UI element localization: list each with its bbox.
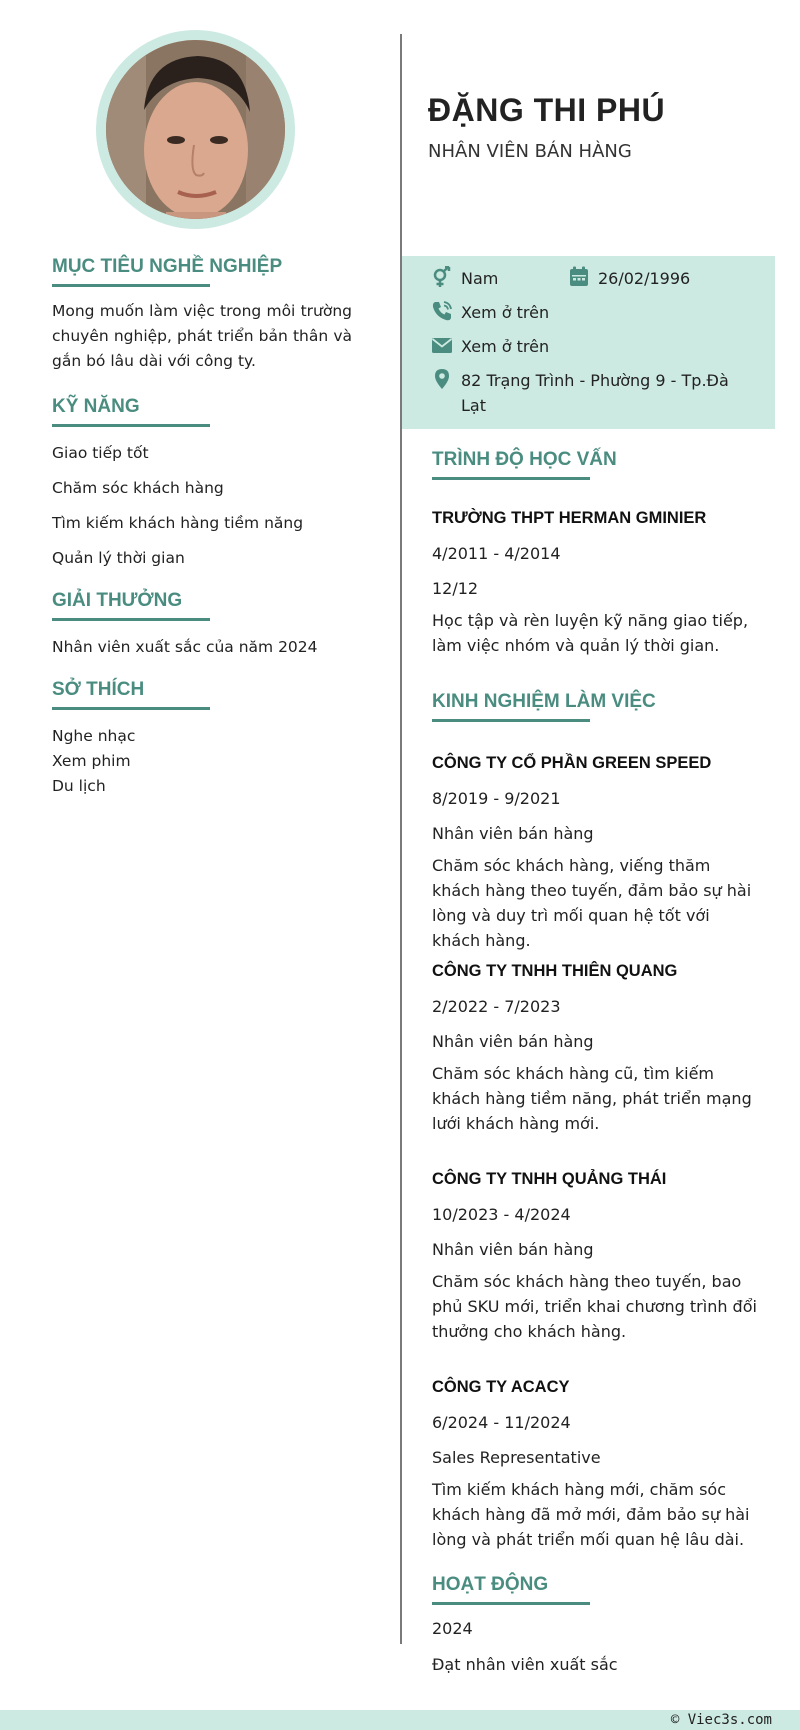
address-value: 82 Trạng Trình - Phường 9 - Tp.Đà Lạt — [461, 371, 729, 415]
company-name: CÔNG TY ACACY — [432, 1378, 570, 1396]
calendar-icon — [568, 266, 590, 288]
avatar-frame — [96, 30, 295, 229]
footer-credit: © Viec3s.com — [670, 1712, 772, 1728]
job-period: 2/2022 - 7/2023 — [432, 997, 561, 1016]
email-value: Xem ở trên — [461, 337, 550, 356]
job-entry — [432, 1170, 762, 1344]
job-description: Chăm sóc khách hàng theo tuyến, bao phủ SKU mới, triển khai chương trình đổi thưởng cho khách hàng. — [432, 1272, 757, 1341]
section-underline — [432, 477, 590, 480]
education-section — [432, 449, 762, 658]
skill-item: Quản lý thời gian — [52, 549, 185, 567]
job-role: Nhân viên bán hàng — [432, 824, 594, 843]
candidate-title: NHÂN VIÊN BÁN HÀNG — [428, 141, 632, 162]
phone-icon — [431, 300, 453, 322]
experience-heading: KINH NGHIỆM LÀM VIỆC — [432, 691, 656, 712]
section-underline — [52, 707, 210, 710]
award-item: Nhân viên xuất sắc của năm 2024 — [52, 638, 318, 656]
activity-year: 2024 — [432, 1619, 473, 1638]
education-period: 4/2011 - 4/2014 — [432, 544, 561, 563]
hobby-item: Nghe nhạc — [52, 727, 136, 745]
skill-item: Tìm kiếm khách hàng tiềm năng — [52, 514, 304, 532]
contact-dob — [568, 266, 690, 291]
job-description: Tìm kiếm khách hàng mới, chăm sóc khách hàng đã mở mới, đảm bảo sự hài lòng và phát triển mối quan hệ lâu dài. — [432, 1480, 750, 1549]
hobbies-heading: SỞ THÍCH — [52, 679, 145, 700]
job-period: 8/2019 - 9/2021 — [432, 789, 561, 808]
school-name: TRƯỜNG THPT HERMAN GMINIER — [432, 509, 707, 527]
skill-item: Giao tiếp tốt — [52, 444, 149, 462]
dob-value: 26/02/1996 — [598, 269, 691, 288]
activities-section — [432, 1574, 762, 1675]
awards-section — [52, 590, 352, 657]
education-grade: 12/12 — [432, 579, 479, 598]
awards-heading: GIẢI THƯỞNG — [52, 590, 183, 611]
contact-email — [431, 334, 549, 359]
objective-heading: MỤC TIÊU NGHỀ NGHIỆP — [52, 256, 283, 277]
left-column — [52, 256, 352, 799]
objective-section — [52, 256, 352, 374]
hobby-item: Xem phim — [52, 752, 131, 770]
job-role: Nhân viên bán hàng — [432, 1240, 594, 1259]
footer-bar — [0, 1710, 800, 1730]
gender-icon — [431, 266, 453, 288]
section-underline — [432, 719, 590, 722]
activities-heading: HOẠT ĐỘNG — [432, 1574, 549, 1595]
job-role: Sales Representative — [432, 1448, 601, 1467]
contact-gender — [431, 266, 498, 291]
contact-phone — [431, 300, 549, 325]
avatar — [106, 40, 285, 219]
job-period: 10/2023 - 4/2024 — [432, 1205, 571, 1224]
section-underline — [52, 284, 210, 287]
contact-address — [431, 368, 751, 418]
objective-text: Mong muốn làm việc trong môi trường chuyên nghiệp, phát triển bản thân và gắn bó lâu dài với công ty. — [52, 302, 352, 370]
gender-value: Nam — [461, 269, 499, 288]
skill-item: Chăm sóc khách hàng — [52, 479, 224, 497]
job-description: Chăm sóc khách hàng cũ, tìm kiếm khách hàng tiềm năng, phát triển mạng lưới khách hàng mới. — [432, 1064, 752, 1133]
company-name: CÔNG TY TNHH THIÊN QUANG — [432, 962, 678, 980]
job-entry — [432, 962, 762, 1136]
skills-section — [52, 396, 352, 568]
education-description: Học tập và rèn luyện kỹ năng giao tiếp, làm việc nhóm và quản lý thời gian. — [432, 611, 749, 655]
hobbies-section — [52, 679, 352, 799]
job-description: Chăm sóc khách hàng, viếng thăm khách hàng theo tuyến, đảm bảo sự hài lòng và duy trì mối quan hệ tốt với khách hàng. — [432, 856, 752, 950]
phone-value: Xem ở trên — [461, 303, 550, 322]
company-name: CÔNG TY CỔ PHẦN GREEN SPEED — [432, 754, 712, 772]
section-underline — [52, 424, 210, 427]
company-name: CÔNG TY TNHH QUẢNG THÁI — [432, 1170, 667, 1188]
skills-heading: KỸ NĂNG — [52, 396, 140, 417]
section-underline — [52, 618, 210, 621]
education-heading: TRÌNH ĐỘ HỌC VẤN — [432, 449, 617, 470]
section-underline — [432, 1602, 590, 1605]
job-role: Nhân viên bán hàng — [432, 1032, 594, 1051]
activity-text: Đạt nhân viên xuất sắc — [432, 1655, 618, 1674]
candidate-name: ĐẶNG THI PHÚ — [428, 92, 666, 128]
avatar-photo — [106, 40, 285, 219]
job-period: 6/2024 - 11/2024 — [432, 1413, 571, 1432]
location-pin-icon — [431, 368, 453, 390]
job-entry — [432, 1378, 762, 1552]
envelope-icon — [431, 334, 453, 356]
experience-section — [432, 691, 762, 722]
contact-panel — [402, 256, 775, 429]
job-entry — [432, 754, 762, 953]
hobby-item: Du lịch — [52, 777, 106, 795]
